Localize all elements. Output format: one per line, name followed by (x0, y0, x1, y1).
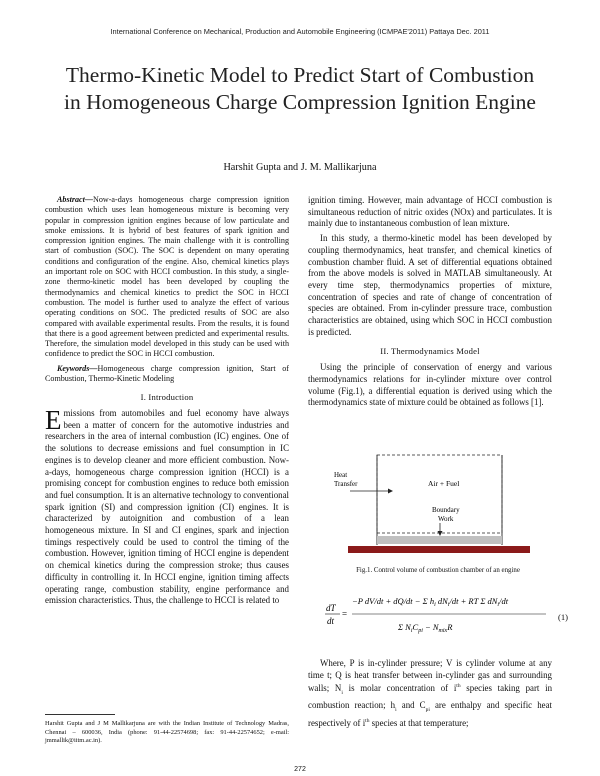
abstract (45, 195, 289, 360)
energy-equation (320, 582, 582, 644)
eq-lhs-den: dt (327, 616, 335, 626)
sup-th-2: th (365, 718, 370, 725)
eq-equals: = (342, 609, 348, 619)
boundary-work-label: Boundary (432, 506, 460, 514)
eq-denominator: Σ $N_iC_{pi} - N_{mix}R$ (398, 622, 453, 634)
where-text-b: is molar concentration of i (342, 683, 457, 694)
where-text-a: Where, P is in-cylinder pressure; V is cylinder volume at any time t; Q is heat transfer between in-cylinder gas and surrounding walls; N (308, 658, 552, 694)
dropcap: E (45, 405, 62, 436)
keywords (45, 364, 289, 385)
where-text-e: are enthalpy and specific heat respectively of i (308, 699, 553, 729)
piston (377, 536, 502, 544)
control-volume-figure (330, 450, 570, 565)
where-paragraph (308, 658, 552, 730)
eq-numerator: −P dV/dt + dQ/dt − Σ $h_i$ $dN_i/dt$ + RT Σ $dN_i/dt$ (352, 596, 509, 608)
boundary-work-label-2: Work (438, 515, 454, 523)
sub-i: i (341, 690, 343, 697)
keywords-label: Keywords— (57, 363, 98, 373)
heat-transfer-label-2: Transfer (334, 480, 358, 488)
page-number: 272 (294, 766, 306, 773)
conference-header: International Conference on Mechanical, Production and Automobile Engineering (ICMPAE'2011) Pattaya Dec. 2011 (110, 27, 490, 36)
intro-continuation: ignition timing. However, main advantage of HCCI combustion is simultaneous reduction of nitric oxides (NOx) and particulates. It is mainly due to instantaneous combustion of lean mixture. (308, 195, 552, 229)
eq-lhs-num: dT (326, 603, 336, 613)
sub-i-2: i (395, 706, 397, 713)
heat-transfer-label: Heat (334, 471, 348, 479)
where-text-f: species at that temperature; (369, 718, 469, 729)
author-footnote: Harshit Gupta and J M Mallikarjuna are with the Indian Institute of Technology Madras, Chennai – 600036, India (phone: 91-44-22574698; fax: 91-44-22574652; e-mail: jmmallik@iitm.ac.in). (45, 720, 289, 745)
right-column (308, 195, 552, 412)
paper-title: Thermo-Kinetic Model to Predict Start of Combustion in Homogeneous Charge Compression Ignition Engine (64, 63, 536, 114)
sub-pi: pi (425, 706, 430, 713)
where-text-d: and C (396, 699, 426, 710)
abstract-label: Abstract— (57, 195, 93, 204)
piston-base (348, 546, 530, 553)
section-heading-introduction: I. Introduction (140, 392, 194, 403)
footnote-rule (45, 714, 115, 715)
intro-paragraph-2: In this study, a thermo-kinetic model has been developed by coupling thermodynamics, heat transfer, and chemical kinetics of combustion chamber fluid. A set of differential equations obtained from the above models is solved in MATLAB simultaneously. At every time step, thermodynamics properties of mixture, concentration of species and rate of change of concentration of species are obtained. From in-cylinder pressure trace, combustion characteristics are obtained, using which SOC in HCCI combustion is predicted. (308, 233, 552, 337)
heat-transfer-arrowhead (388, 489, 393, 494)
intro-text: missions from automobiles and fuel economy have always been a matter of concern for the automotive industries and researchers in the area of internal combustion (IC) engines. One of the solutions to decrease emissions and fuel consumption in IC engines is to develop cleaner and more efficient combustion. Now-a-days, homogeneous charge compression ignition (HCCI) is a promising concept for combustion engines to reduce both emission and fuel consumption. It is an alternative technology to conventional spark ignition (SI) and compression ignition (CI) engines. It is characterized by autoignition and combustion of a lean homogeneous mixture. In SI and CI engines, spark and injection timings respectively could be used to control the timing of the combustion. However, ignition timing of HCCI engine is dependent on chemical kinetics during the compression stroke; thus causes difficulty in controlling it. In HCCI engine, ignition timing affects operating range, combustion stability, engine performance and emission characteristics. Thus, the challenge to HCCI is related to (45, 408, 289, 606)
left-column (45, 195, 289, 610)
thermo-paragraph: Using the principle of conservation of energy and various thermodynamics relations for in-cylinder mixture over control volume (Fig.1), a differential equation is derived using which the thermodynamics state of mixture could be obtained as follows [1]. (308, 362, 552, 408)
keywords-text: Homogeneous charge compression ignition, Start of Combustion, Thermo-Kinetic Modeling (45, 363, 289, 384)
equation-number: (1) (558, 612, 569, 622)
sup-th: th (456, 683, 461, 690)
authors: Harshit Gupta and J. M. Mallikarjuna (223, 162, 377, 173)
air-fuel-label: Air + Fuel (428, 479, 460, 488)
section-heading-thermodynamics: II. Thermodynamics Model (380, 346, 480, 357)
abstract-text: Now-a-days homogeneous charge compression ignition combustion which uses lean homogeneous mixture is becoming very popular in compression ignition engines because of low particulate and smoke emissions. It is hybrid of best features of spark ignition and compression ignition engines. The main challenge with it is controlling start of combustion (SOC). The SOC is dependent on many operating conditions and configuration of the engine. Also, chemical kinetics plays an important role on SOC with HCCI combustion. In this study, a single-zone thermo-kinetic model has been developed by coupling the thermodynamics and chemical kinetics to predict the SOC in HCCI combustion. The model is further used to analyze the effect of various operating conditions on SOC. The predicted results of SOC are also compared with available experimental results. From the results, it is found that there is a good agreement between predicted and experimental results. Therefore, the simulation model developed in this study can be used with confidence to predict the SOC in HCCI combustion. (45, 195, 289, 359)
where-text-c: species taking part in combustion reaction; h (308, 683, 553, 710)
boundary-work-arrowhead (438, 531, 443, 536)
intro-paragraph (45, 405, 289, 607)
figure-caption: Fig.1. Control volume of combustion chamber of an engine (356, 567, 520, 574)
